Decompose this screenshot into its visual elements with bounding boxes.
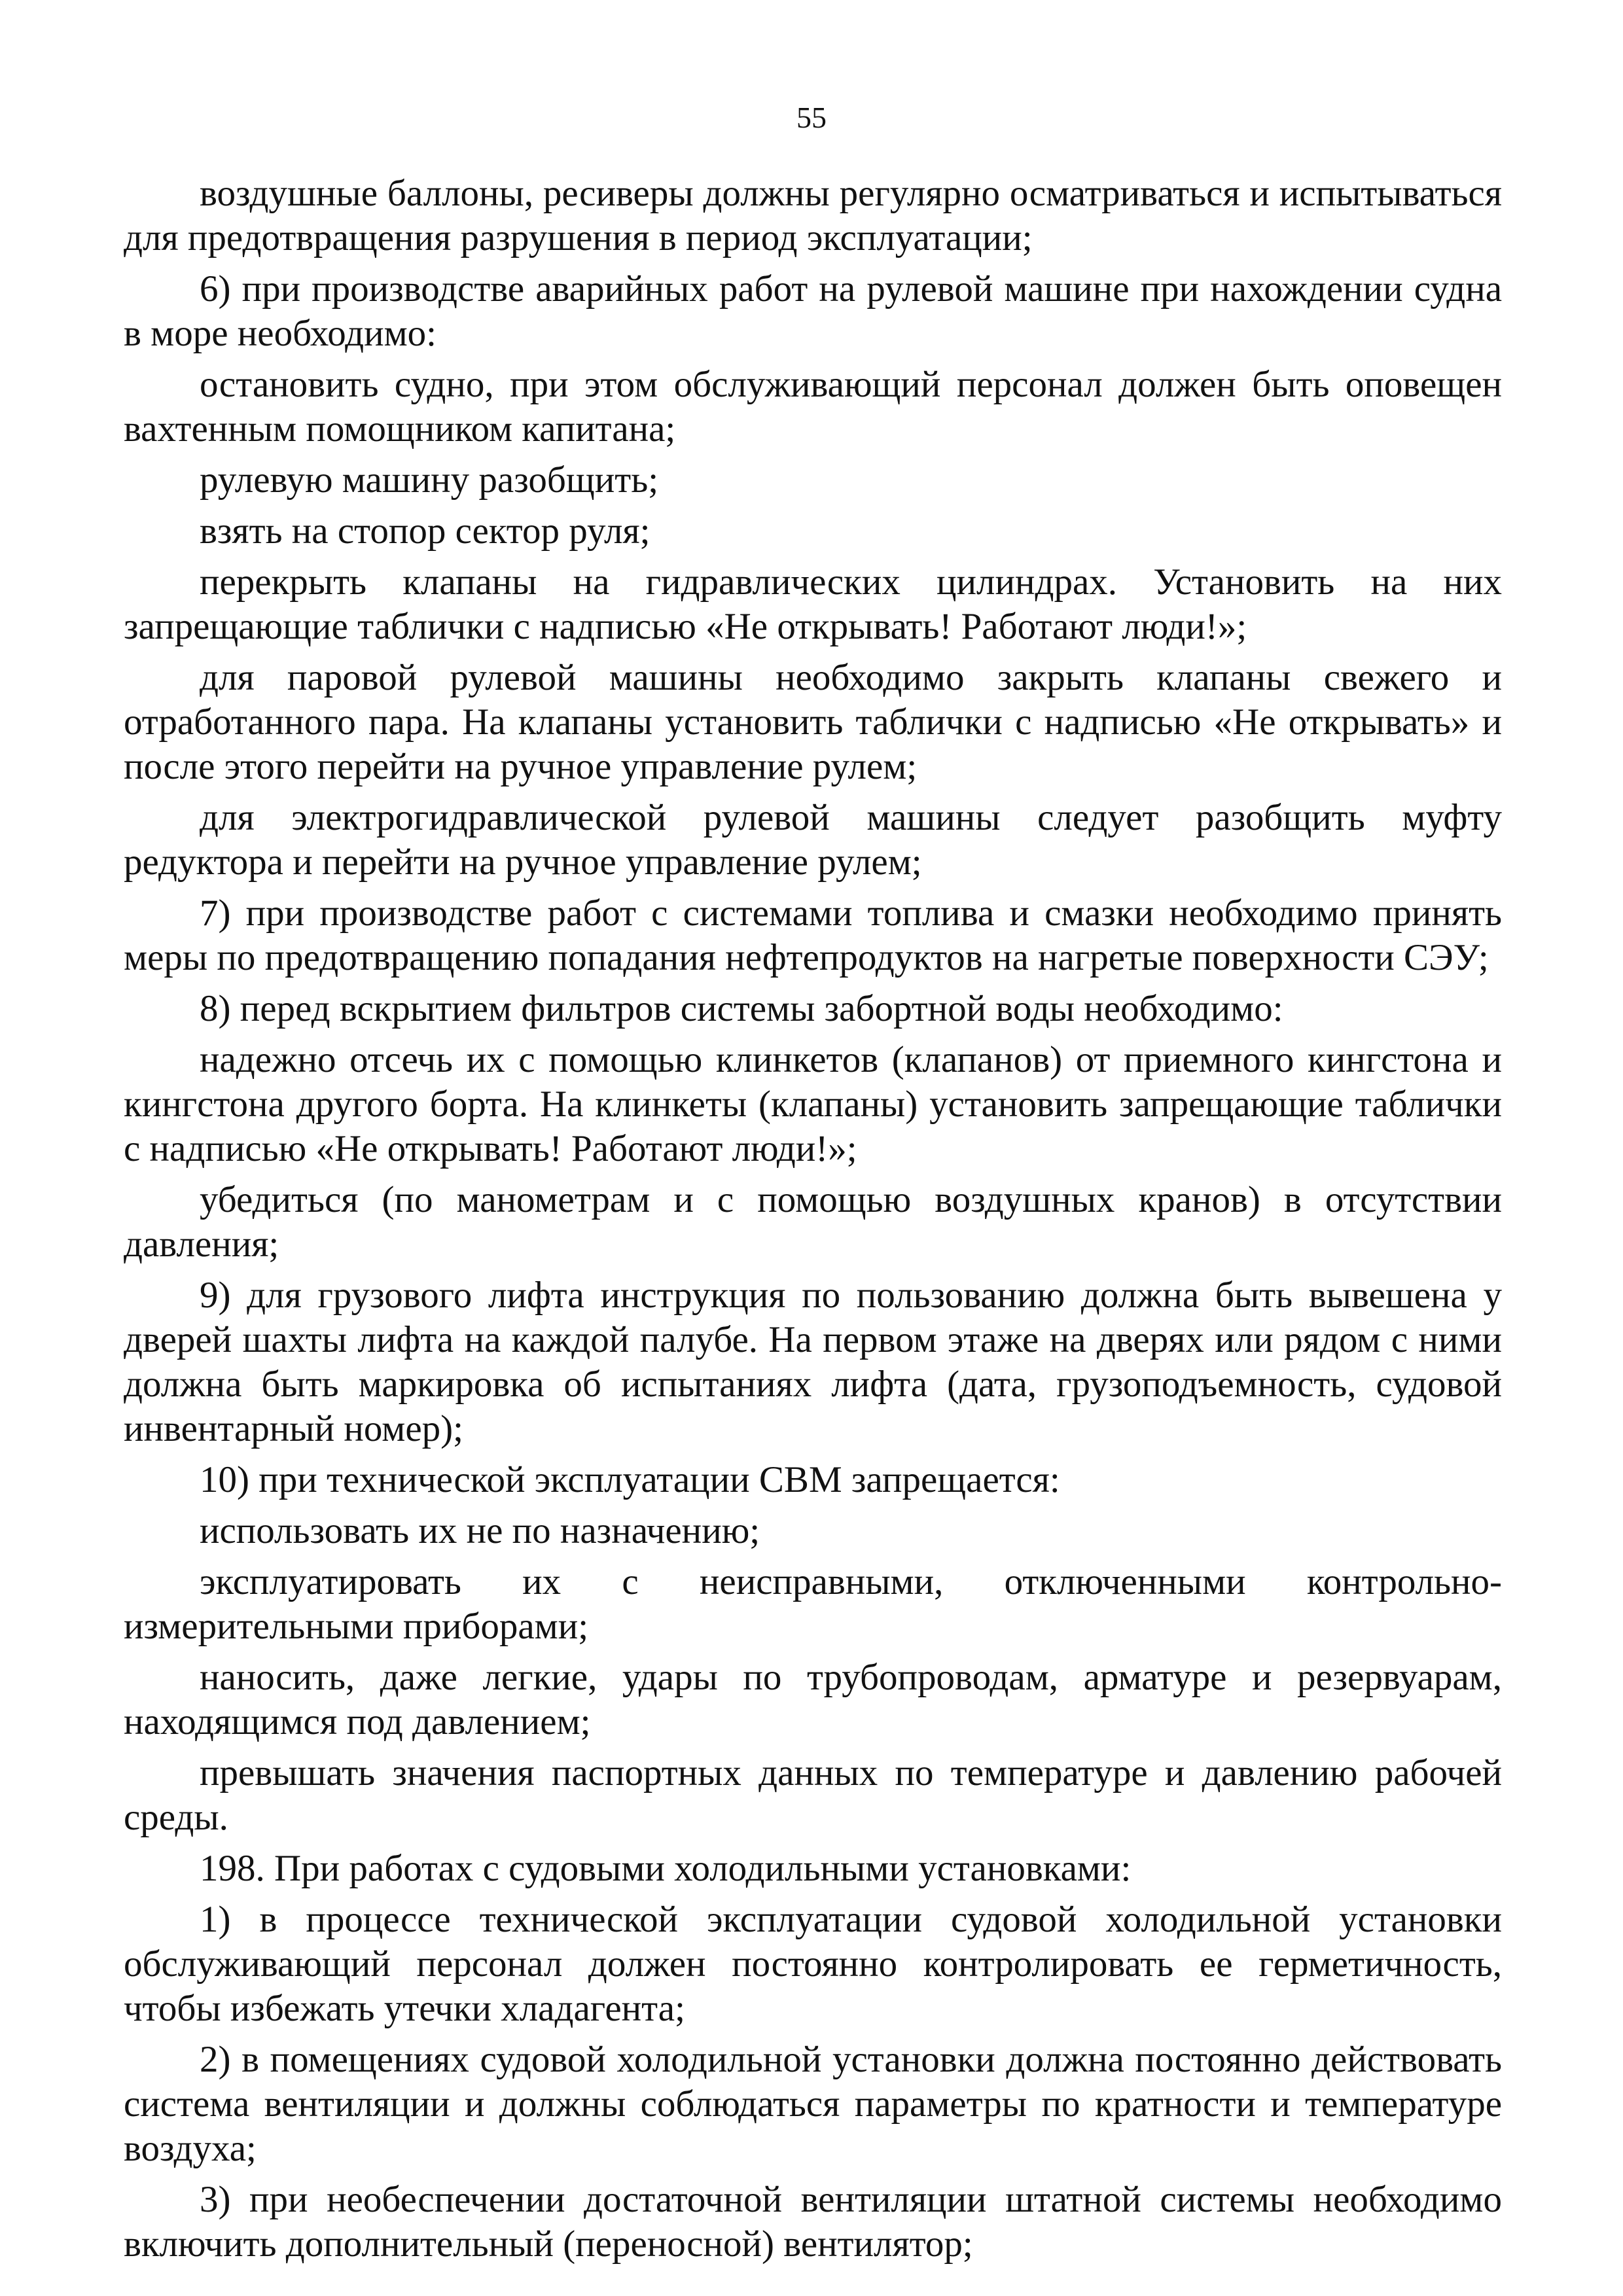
paragraph-198-item-3: 3) при необеспечении достаточной вентиляции штатной системы необходимо включить дополнительный (переносной) вентилятор; (124, 2179, 1502, 2265)
paragraph-section-198: 198. При работах с судовыми холодильными установками: (200, 1848, 1132, 1889)
paragraph-item-10: 10) при технической эксплуатации СВМ запрещается: (200, 1459, 1060, 1500)
paragraph-faulty-instruments: эксплуатировать их с неисправными, отключенными контрольно-измерительными приборами; (124, 1561, 1502, 1647)
paragraph-rudder-stopper: взять на стопор сектор руля; (200, 510, 651, 552)
paragraph-disconnect-steering: рулевую машину разобщить; (200, 459, 659, 501)
paragraph-198-item-2: 2) в помещениях судовой холодильной установки должна постоянно действовать система вентиляции и должны соблюдаться параметры по кратности и температуре воздуха; (124, 2039, 1502, 2169)
paragraph-isolate-filters: надежно отсечь их с помощью клинкетов (клапанов) от приемного кингстона и кингстона другого борта. На клинкеты (клапаны) установить запрещающие таблички с надписью «Не открывать! Работают люди!»; (124, 1039, 1502, 1169)
page-number: 55 (796, 101, 827, 134)
paragraph-stop-vessel: остановить судно, при этом обслуживающий персонал должен быть оповещен вахтенным помощником капитана; (124, 364, 1502, 450)
paragraph-air-cylinders: воздушные баллоны, ресиверы должны регулярно осматриваться и испытываться для предотвращения разрушения в период эксплуатации; (124, 173, 1502, 258)
paragraph-item-7: 7) при производстве работ с системами топлива и смазки необходимо принять меры по предотвращению попадания нефтепродуктов на нагретые поверхности СЭУ; (124, 892, 1502, 978)
paragraph-misuse: использовать их не по назначению; (200, 1510, 760, 1551)
paragraph-close-valves: перекрыть клапаны на гидравлических цилиндрах. Установить на них запрещающие таблички с надписью «Не открывать! Работают люди!»; (124, 561, 1502, 647)
paragraph-passport-limits: превышать значения паспортных данных по температуре и давлению рабочей среды. (124, 1752, 1502, 1838)
paragraph-steam-steering: для паровой рулевой машины необходимо закрыть клапаны свежего и отработанного пара. На клапаны установить таблички с надписью «Не открывать» и после этого перейти на ручное управление рулем; (124, 657, 1502, 787)
paragraph-item-9: 9) для грузового лифта инструкция по пользованию должна быть вывешена у дверей шахты лифта на каждой палубе. На первом этаже на дверях или рядом с ними должна быть маркировка об испытаниях лифта (дата, грузоподъемность, судовой инвентарный номер); (124, 1275, 1502, 1449)
document-body (124, 171, 1502, 2273)
paragraph-198-item-1: 1) в процессе технической эксплуатации судовой холодильной установки обслуживающий персонал должен постоянно контролировать ее герметичность, чтобы избежать утечки хладагента; (124, 1899, 1502, 2029)
paragraph-item-8: 8) перед вскрытием фильтров системы забортной воды необходимо: (200, 988, 1283, 1029)
paragraph-check-pressure: убедиться (по манометрам и с помощью воздушных кранов) в отсутствии давления; (124, 1179, 1502, 1265)
paragraph-electrohydraulic-steering: для электрогидравлической рулевой машины следует разобщить муфту редуктора и перейти на ручное управление рулем; (124, 797, 1502, 883)
paragraph-item-6: 6) при производстве аварийных работ на рулевой машине при нахождении судна в море необходимо: (124, 268, 1502, 354)
paragraph-no-impacts: наносить, даже легкие, удары по трубопроводам, арматуре и резервуарам, находящимся под давлением; (124, 1657, 1502, 1742)
